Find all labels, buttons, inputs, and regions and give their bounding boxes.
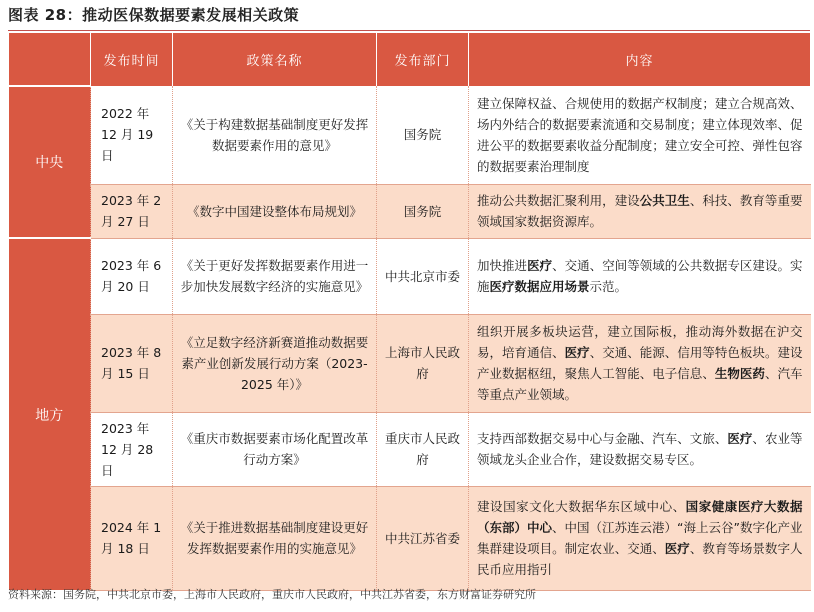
emphasis-text: 公共卫生 bbox=[639, 193, 690, 208]
header-dept: 发布部门 bbox=[377, 33, 469, 86]
row-date: 2023 年 2 月 27 日 bbox=[91, 184, 173, 238]
row-content bbox=[469, 486, 811, 590]
row-date: 2022 年 12 月 19 日 bbox=[91, 86, 173, 184]
header-policy: 政策名称 bbox=[173, 33, 377, 86]
content-text: 示范。 bbox=[589, 279, 628, 294]
table-row bbox=[9, 314, 811, 412]
row-policy: 《关于构建数据基础制度更好发挥数据要素作用的意见》 bbox=[173, 86, 377, 184]
content-text: 、交通、能源、信用等特色板块。建设产业数据枢纽，聚焦人工智能、电子信息、 bbox=[477, 345, 803, 381]
row-date: 2024 年 1 月 18 日 bbox=[91, 486, 173, 590]
row-date: 2023 年 12 月 28 日 bbox=[91, 412, 173, 486]
row-dept: 国务院 bbox=[377, 184, 469, 238]
row-dept: 国务院 bbox=[377, 86, 469, 184]
content-text: 支持西部数据交易中心与金融、汽车、文旅、 bbox=[477, 431, 728, 446]
row-dept: 上海市人民政府 bbox=[377, 314, 469, 412]
content-text: 加快推进 bbox=[477, 258, 528, 273]
header-date: 发布时间 bbox=[91, 33, 173, 86]
source-note: 资料来源：国务院，中共北京市委，上海市人民政府，重庆市人民政府，中共江苏省委，东方财富证券研究所 bbox=[8, 588, 536, 601]
emphasis-text: 医疗 bbox=[727, 431, 753, 446]
content-text: 、中国（江苏连云港）“海上云谷”数字化产业集群建设项目。制定农业、交通、 bbox=[477, 520, 803, 556]
row-date: 2023 年 6 月 20 日 bbox=[91, 238, 173, 314]
content-text: 、农业等领域龙头企业合作，建设数据交易专区。 bbox=[477, 431, 803, 467]
row-content bbox=[469, 86, 811, 184]
row-policy: 《立足数字经济新赛道推动数据要素产业创新发展行动方案（2023-2025 年）》 bbox=[173, 314, 377, 412]
row-content bbox=[469, 412, 811, 486]
emphasis-text: 国家健康医疗大数据（东部）中心 bbox=[477, 499, 803, 535]
row-content bbox=[469, 314, 811, 412]
table-row bbox=[9, 86, 811, 184]
row-policy: 《重庆市数据要素市场化配置改革行动方案》 bbox=[173, 412, 377, 486]
emphasis-text: 医疗数据应用场景 bbox=[489, 279, 590, 294]
region-local: 地方 bbox=[9, 238, 91, 590]
row-policy: 《关于更好发挥数据要素作用进一步加快发展数字经济的实施意见》 bbox=[173, 238, 377, 314]
table-row bbox=[9, 184, 811, 238]
table-row bbox=[9, 238, 811, 314]
content-text: 推动公共数据汇聚利用，建设 bbox=[477, 193, 640, 208]
region-central: 中央 bbox=[9, 86, 91, 238]
content-text: 、交通、空间等领域的公共数据专区建设。实施 bbox=[477, 258, 803, 294]
row-dept: 中共江苏省委 bbox=[377, 486, 469, 590]
policy-table bbox=[8, 33, 811, 591]
row-dept: 重庆市人民政府 bbox=[377, 412, 469, 486]
table-header-row bbox=[9, 33, 811, 86]
row-content bbox=[469, 238, 811, 314]
row-date: 2023 年 8 月 15 日 bbox=[91, 314, 173, 412]
row-dept: 中共北京市委 bbox=[377, 238, 469, 314]
table-row bbox=[9, 486, 811, 590]
content-text: 、汽车等重点产业领域。 bbox=[477, 366, 803, 402]
content-text: 建立保障权益、合规使用的数据产权制度；建立合规高效、场内外结合的数据要素流通和交易制度；建立体现效率、促进公平的数据要素收益分配制度；建立安全可控、弹性包容的数据要素治理制度 bbox=[477, 95, 803, 174]
row-content bbox=[469, 184, 811, 238]
emphasis-text: 医疗 bbox=[564, 345, 590, 360]
content-text: 建设国家文化大数据华东区域中心、 bbox=[477, 499, 686, 514]
content-text: 组织开展多板块运营，建立国际板，推动海外数据在沪交易，培育通信、 bbox=[477, 324, 803, 360]
figure-title: 图表 28：推动医保数据要素发展相关政策 bbox=[8, 6, 300, 24]
header-corner bbox=[9, 33, 91, 86]
emphasis-text: 生物医药 bbox=[714, 366, 765, 381]
emphasis-text: 医疗 bbox=[664, 541, 690, 556]
row-policy: 《关于推进数据基础制度建设更好发挥数据要素作用的实施意见》 bbox=[173, 486, 377, 590]
row-policy: 《数字中国建设整体布局规划》 bbox=[173, 184, 377, 238]
emphasis-text: 医疗 bbox=[527, 258, 553, 273]
table-row bbox=[9, 412, 811, 486]
header-content: 内容 bbox=[469, 33, 811, 86]
content-text: 、教育等场景数字人民币应用指引 bbox=[477, 541, 803, 577]
title-underline bbox=[8, 30, 810, 31]
content-text: 、科技、教育等重要领域国家数据资源库。 bbox=[477, 193, 803, 229]
